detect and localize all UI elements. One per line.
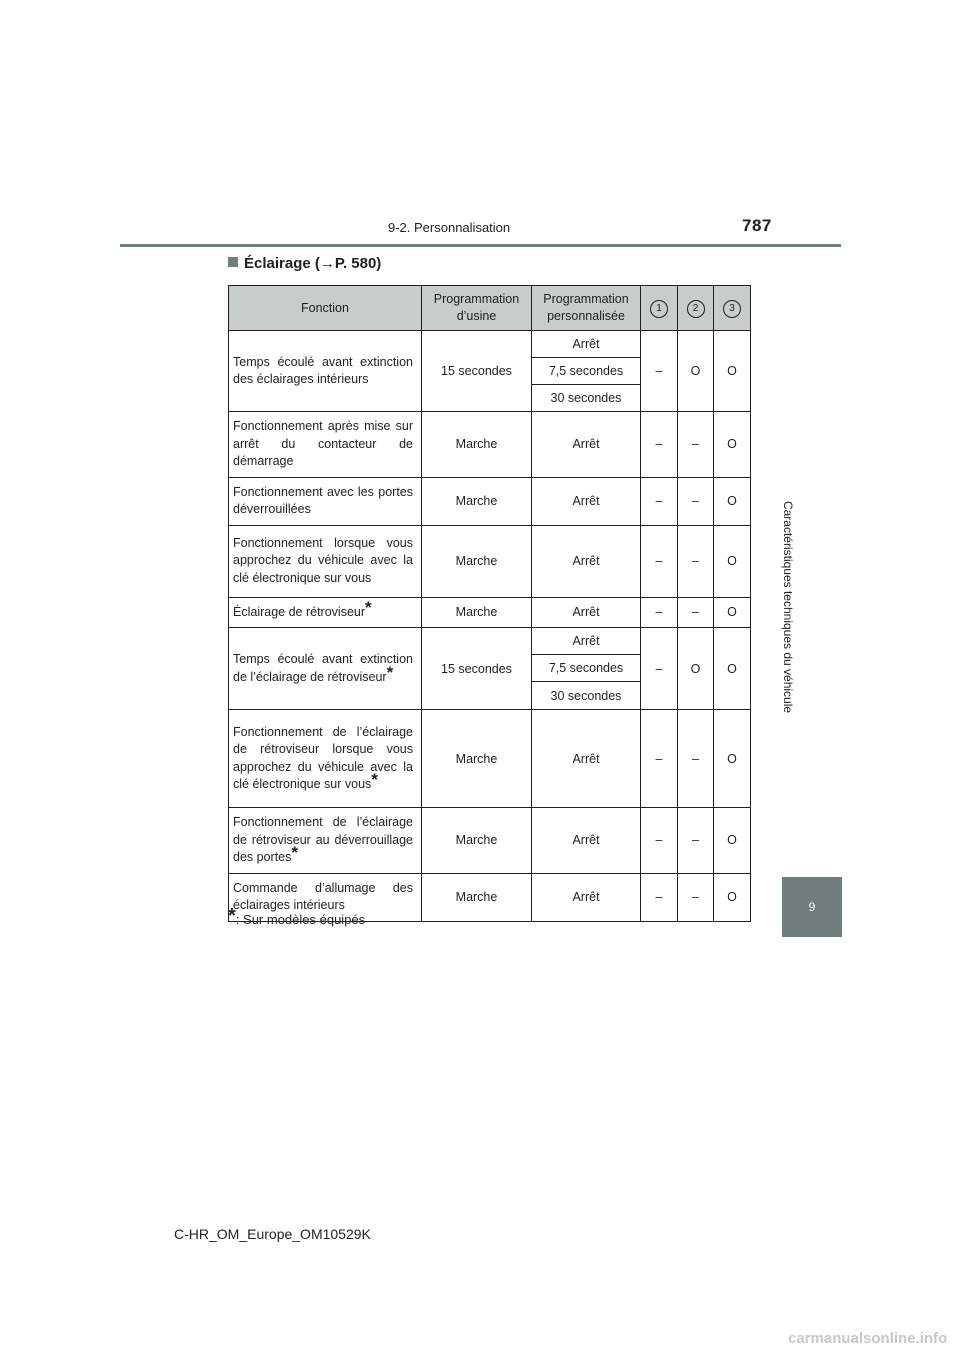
- custom-cell: Arrêt: [532, 412, 641, 478]
- footnote-asterisk: *: [228, 905, 236, 927]
- availability-cell-c1: –: [641, 710, 678, 808]
- availability-cell-c1: –: [641, 412, 678, 478]
- custom-cell: Arrêt: [532, 331, 641, 358]
- section-heading: [228, 255, 381, 272]
- page-number: 787: [742, 216, 772, 235]
- availability-cell-c3: O: [714, 412, 751, 478]
- availability-cell-c2: –: [678, 477, 714, 525]
- default-cell: 15 secondes: [422, 331, 532, 412]
- availability-cell-c2: O: [678, 331, 714, 412]
- asterisk-mark: *: [386, 662, 394, 682]
- section-title: 9-2. Personnalisation: [388, 220, 511, 235]
- availability-cell-c3: O: [714, 597, 751, 628]
- availability-cell-c1: –: [641, 808, 678, 874]
- customization-table: [228, 285, 751, 922]
- availability-cell-c3: O: [714, 873, 751, 921]
- function-cell: [229, 808, 422, 874]
- custom-cell: Arrêt: [532, 873, 641, 921]
- custom-cell: Arrêt: [532, 808, 641, 874]
- function-cell: [229, 628, 422, 710]
- table-header-row: [229, 286, 751, 331]
- custom-cell: Arrêt: [532, 597, 641, 628]
- availability-cell-c2: –: [678, 808, 714, 874]
- section-heading-text: Éclairage (→P. 580): [244, 255, 382, 272]
- header-function: Fonction: [229, 286, 422, 331]
- availability-cell-c3: O: [714, 710, 751, 808]
- availability-cell-c1: –: [641, 628, 678, 710]
- function-cell: [229, 710, 422, 808]
- availability-cell-c3: O: [714, 808, 751, 874]
- function-cell: [229, 412, 422, 478]
- custom-cell: 7,5 secondes: [532, 358, 641, 385]
- custom-cell: 7,5 secondes: [532, 655, 641, 682]
- table-body: [229, 331, 751, 922]
- default-cell: 15 secondes: [422, 628, 532, 710]
- availability-cell-c2: –: [678, 525, 714, 597]
- function-text: Fonctionnement avec les portes déverrouillées: [233, 484, 413, 516]
- function-cell: [229, 597, 422, 628]
- asterisk-mark: *: [371, 770, 378, 789]
- custom-cell: Arrêt: [532, 477, 641, 525]
- footnote: [228, 905, 366, 927]
- header-col1: [641, 286, 678, 331]
- circled-1-icon: 1: [650, 300, 668, 318]
- document-id: C-HR_OM_Europe_OM10529K: [174, 1226, 371, 1242]
- availability-cell-c1: –: [641, 331, 678, 412]
- default-cell: Marche: [422, 597, 532, 628]
- availability-cell-c1: –: [641, 873, 678, 921]
- availability-cell-c1: –: [641, 597, 678, 628]
- table-row: [229, 477, 751, 525]
- circled-3-icon: 3: [723, 300, 741, 318]
- function-cell: [229, 331, 422, 412]
- availability-cell-c2: –: [678, 412, 714, 478]
- custom-cell: Arrêt: [532, 628, 641, 655]
- availability-cell-c1: –: [641, 477, 678, 525]
- availability-cell-c3: O: [714, 525, 751, 597]
- table-row: [229, 808, 751, 874]
- availability-cell-c2: –: [678, 873, 714, 921]
- chapter-tab: [782, 877, 842, 937]
- default-cell: Marche: [422, 412, 532, 478]
- table-row: [229, 628, 751, 655]
- custom-cell: 30 secondes: [532, 385, 641, 412]
- header-custom: Programmation personnalisée: [532, 286, 641, 331]
- function-text: Temps écoulé avant extinction des éclairages intérieurs: [233, 354, 413, 386]
- availability-cell-c1: –: [641, 525, 678, 597]
- header-default: Programmation d’usine: [422, 286, 532, 331]
- default-cell: Marche: [422, 873, 532, 921]
- table-row: [229, 525, 751, 597]
- header-rule: [120, 244, 841, 247]
- function-text: Fonctionnement après mise sur arrêt du contacteur de démarrage: [233, 419, 413, 468]
- header-col2: [678, 286, 714, 331]
- asterisk-mark: *: [365, 597, 372, 617]
- availability-cell-c2: –: [678, 710, 714, 808]
- function-text: Fonctionnement de l’éclairage de rétroviseur au déverrouillage des portes: [233, 815, 413, 864]
- function-text: Temps écoulé avant extinction de l’éclairage de rétroviseur: [233, 652, 413, 684]
- chapter-tab-number: 9: [808, 900, 816, 914]
- function-cell: [229, 477, 422, 525]
- table-row: [229, 331, 751, 358]
- footnote-text: : Sur modèles équipés: [235, 912, 366, 927]
- default-cell: Marche: [422, 477, 532, 525]
- default-cell: Marche: [422, 525, 532, 597]
- table-row: [229, 710, 751, 808]
- asterisk-mark: *: [291, 843, 298, 862]
- circled-2-icon: 2: [687, 300, 705, 318]
- function-text: Éclairage de rétroviseur: [233, 604, 366, 619]
- function-cell: [229, 525, 422, 597]
- default-cell: Marche: [422, 710, 532, 808]
- table-row: [229, 597, 751, 628]
- table-row: [229, 412, 751, 478]
- availability-cell-c3: O: [714, 331, 751, 412]
- availability-cell-c2: –: [678, 597, 714, 628]
- default-cell: Marche: [422, 808, 532, 874]
- availability-cell-c2: O: [678, 628, 714, 710]
- function-text: Fonctionnement lorsque vous approchez du véhicule avec la clé électronique sur vous: [233, 535, 413, 585]
- function-text: Commande d’allumage des éclairages intérieurs: [233, 880, 413, 912]
- function-text: Fonctionnement de l’éclairage de rétroviseur lorsque vous approchez du véhicule avec la clé électronique sur vous: [233, 724, 413, 791]
- chapter-side-label: Caractéristiques techniques du véhicule: [781, 500, 795, 714]
- bullet-square-icon: [228, 257, 238, 267]
- custom-cell: 30 secondes: [532, 682, 641, 710]
- custom-cell: Arrêt: [532, 710, 641, 808]
- watermark: carmanualsonline.info: [788, 1330, 948, 1347]
- custom-cell: Arrêt: [532, 525, 641, 597]
- availability-cell-c3: O: [714, 477, 751, 525]
- header-col3: [714, 286, 751, 331]
- availability-cell-c3: O: [714, 628, 751, 710]
